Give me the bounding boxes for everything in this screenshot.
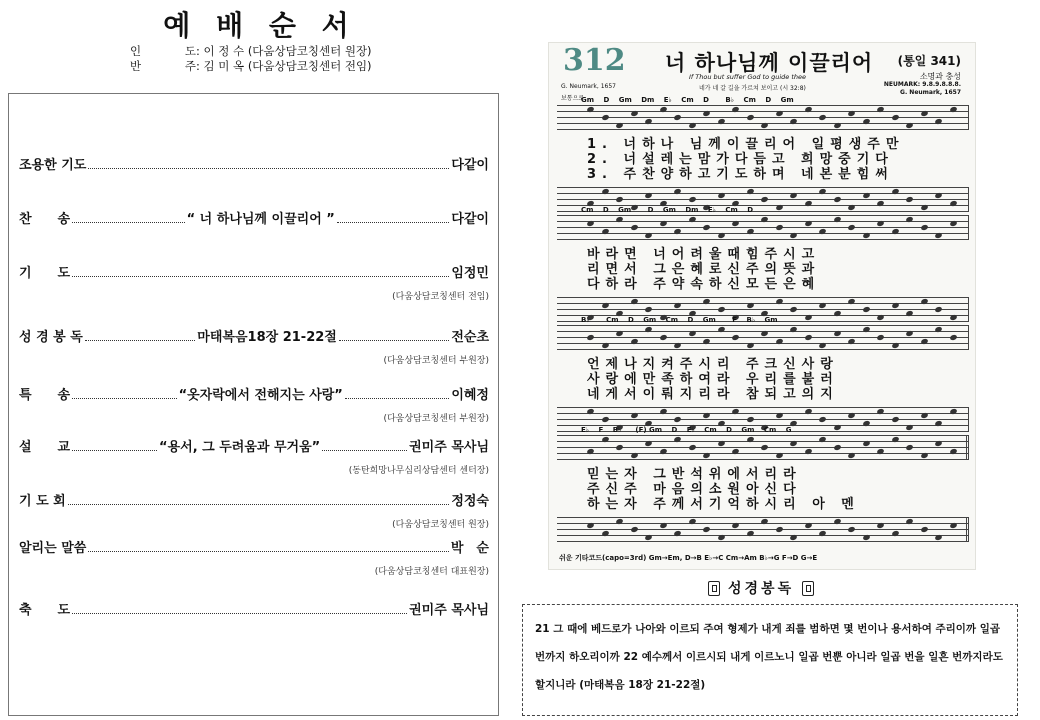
music-note bbox=[862, 440, 870, 447]
music-note bbox=[644, 534, 652, 541]
order-of-worship-box bbox=[8, 93, 499, 716]
bible-icon bbox=[802, 581, 814, 596]
treble-staff bbox=[557, 325, 969, 349]
officer-role-char: 주 bbox=[184, 59, 196, 73]
leader-dots bbox=[339, 340, 449, 341]
music-note bbox=[702, 110, 710, 117]
music-note bbox=[905, 424, 913, 431]
music-note bbox=[644, 440, 652, 447]
order-item-person: 정정숙 bbox=[451, 494, 489, 509]
lyric-line: 주신주 마음의소원아신다 bbox=[587, 482, 802, 497]
lyric-line: 네게서이뤄지리라 참되고의지 bbox=[587, 387, 839, 402]
music-note bbox=[717, 440, 725, 447]
music-note bbox=[862, 192, 870, 199]
music-note bbox=[717, 192, 725, 199]
scripture-heading-text: 성경봉독 bbox=[728, 581, 795, 597]
music-note bbox=[659, 334, 667, 341]
music-note bbox=[847, 452, 855, 459]
music-note bbox=[833, 330, 841, 337]
music-note bbox=[876, 220, 884, 227]
order-item-label: 축 도 bbox=[19, 603, 71, 618]
order-item-person: 전순초 bbox=[451, 330, 490, 345]
order-item-detail: “용서, 그 두려움과 무거움” bbox=[159, 440, 321, 455]
music-note bbox=[775, 526, 783, 533]
music-note bbox=[891, 302, 899, 309]
music-note bbox=[644, 306, 652, 313]
order-item-label: 찬 송 bbox=[19, 212, 71, 227]
music-note bbox=[586, 522, 594, 529]
leader-dots bbox=[88, 551, 449, 552]
music-note bbox=[905, 196, 913, 203]
order-item-person: 다같이 bbox=[451, 158, 489, 173]
music-note bbox=[717, 534, 725, 541]
music-note bbox=[920, 412, 928, 419]
music-note bbox=[847, 110, 855, 117]
music-note bbox=[746, 416, 754, 423]
music-note bbox=[789, 534, 797, 541]
music-note bbox=[862, 232, 870, 239]
chord-symbols: Cm D Gm D Gm Dm E♭ Cm D bbox=[581, 206, 754, 214]
music-note bbox=[731, 522, 739, 529]
lyric-line: 언제나지켜주시리 주크신사랑 bbox=[587, 357, 839, 372]
music-note bbox=[789, 192, 797, 199]
music-note bbox=[920, 452, 928, 459]
music-note bbox=[760, 330, 768, 337]
music-note bbox=[949, 314, 957, 321]
order-item bbox=[19, 326, 489, 366]
order-item bbox=[19, 537, 489, 577]
hymn-number: 312 bbox=[563, 43, 626, 78]
treble-staff bbox=[557, 435, 969, 459]
music-note bbox=[934, 534, 942, 541]
music-note bbox=[847, 412, 855, 419]
order-item-label: 성 경 봉 독 bbox=[19, 330, 83, 345]
music-note bbox=[949, 334, 957, 341]
order-item-affiliation: (다움상담코칭센터 대표원장) bbox=[374, 567, 489, 577]
order-item bbox=[19, 208, 489, 227]
lyric-line: 리면서 그은혜로신주의뜻과 bbox=[587, 262, 821, 277]
leader-dots bbox=[85, 340, 195, 341]
order-item bbox=[19, 154, 489, 173]
leader-dots bbox=[72, 398, 176, 399]
lyric-line: 1. 너하나 님께이끌리어 일평생주만 bbox=[587, 137, 905, 152]
music-note bbox=[775, 412, 783, 419]
music-note bbox=[847, 224, 855, 231]
scripture-text-box bbox=[522, 604, 1018, 716]
leader-dots bbox=[337, 222, 449, 223]
music-note bbox=[920, 224, 928, 231]
music-note bbox=[702, 526, 710, 533]
music-note bbox=[920, 110, 928, 117]
order-item-label: 설 교 bbox=[19, 440, 71, 455]
order-item-affiliation: (다움상담코칭센터 전임) bbox=[392, 292, 489, 302]
music-note bbox=[615, 330, 623, 337]
order-item-affiliation: (다움상담코칭센터 부원장) bbox=[383, 414, 489, 424]
officer-row-accompanist bbox=[130, 59, 372, 74]
chord-symbols: B♭ Cm D Gm Cm D Gm F B♭ Gm bbox=[581, 316, 778, 324]
order-item-person: 박 순 bbox=[450, 541, 489, 556]
music-note bbox=[775, 204, 783, 211]
music-note bbox=[789, 232, 797, 239]
hymn-meter bbox=[884, 81, 961, 97]
music-note bbox=[601, 416, 609, 423]
music-note bbox=[601, 342, 609, 349]
music-note bbox=[833, 122, 841, 129]
music-system bbox=[557, 426, 969, 541]
lyric-line: 2. 너설레는맘가다듬고 희망중기다 bbox=[587, 152, 894, 167]
leader-dots bbox=[88, 168, 449, 169]
music-system bbox=[557, 316, 969, 431]
music-note bbox=[934, 192, 942, 199]
officer-role-char: 인 bbox=[130, 44, 142, 58]
officer-role bbox=[130, 44, 196, 59]
hymn-tempo: 보통으로 bbox=[561, 95, 585, 102]
music-note bbox=[717, 306, 725, 313]
music-note bbox=[644, 232, 652, 239]
music-note bbox=[891, 416, 899, 423]
order-item-affiliation: (동탄희망나무심리상담센터 센터장) bbox=[348, 466, 489, 476]
music-note bbox=[920, 526, 928, 533]
music-note bbox=[586, 334, 594, 341]
music-system bbox=[557, 206, 969, 321]
hymn-composer-right: G. Neumark, 1657 bbox=[900, 89, 961, 96]
officer-row-leader bbox=[130, 44, 372, 59]
music-note bbox=[644, 192, 652, 199]
music-note bbox=[702, 452, 710, 459]
music-note bbox=[702, 412, 710, 419]
music-note bbox=[702, 224, 710, 231]
officer-value: : 이 정 수 (다움상담코칭센터 원장) bbox=[196, 44, 372, 58]
order-item bbox=[19, 384, 489, 424]
hymn-theme: 소명과 충성 bbox=[919, 72, 961, 81]
music-note bbox=[688, 444, 696, 451]
music-note bbox=[688, 330, 696, 337]
lyric-line: 사랑에만족하여라 우리를불러 bbox=[587, 372, 839, 387]
music-note bbox=[601, 114, 609, 121]
music-note bbox=[615, 122, 623, 129]
music-note bbox=[746, 302, 754, 309]
order-item-person: 다같이 bbox=[451, 212, 489, 227]
order-item bbox=[19, 262, 489, 302]
hymn-lyrics bbox=[587, 357, 963, 402]
music-note bbox=[847, 204, 855, 211]
music-note bbox=[876, 334, 884, 341]
music-note bbox=[659, 220, 667, 227]
bulletin-title: 예 배 순 서 bbox=[163, 9, 357, 42]
leader-dots bbox=[72, 222, 184, 223]
order-item-label: 기 도 회 bbox=[19, 494, 66, 509]
order-item bbox=[19, 436, 489, 476]
leader-dots bbox=[72, 613, 407, 614]
music-note bbox=[717, 232, 725, 239]
music-note bbox=[630, 526, 638, 533]
lyric-line: 바라면 너어려울때힘주시고 bbox=[587, 247, 821, 262]
lyric-line: 믿는자 그반석위에서리라 bbox=[587, 467, 802, 482]
music-note bbox=[760, 444, 768, 451]
order-item-person: 이혜정 bbox=[451, 388, 489, 403]
chord-symbols: Gm D Gm Dm E♭ Cm D B♭ Cm D Gm bbox=[581, 96, 794, 104]
hymn-sheet bbox=[548, 42, 976, 570]
music-note bbox=[804, 334, 812, 341]
music-note bbox=[775, 224, 783, 231]
music-note bbox=[630, 452, 638, 459]
music-note bbox=[847, 526, 855, 533]
hymn-alt-number: (통일 341) bbox=[897, 54, 961, 68]
officer-value: : 김 미 옥 (다움상담코칭센터 전임) bbox=[196, 59, 372, 73]
hymn-verse-ref: 네가 네 갈 길을 가르쳐 보이고 (시 32:8) bbox=[699, 85, 806, 92]
music-note bbox=[601, 302, 609, 309]
hymn-lyrics bbox=[587, 247, 963, 292]
music-note bbox=[586, 220, 594, 227]
bass-staff bbox=[557, 517, 969, 541]
music-note bbox=[688, 196, 696, 203]
music-note bbox=[789, 306, 797, 313]
music-note bbox=[659, 522, 667, 529]
music-note bbox=[630, 224, 638, 231]
music-note bbox=[876, 314, 884, 321]
music-note bbox=[746, 342, 754, 349]
scripture-text: 21 그 때에 베드로가 나아와 이르되 주여 형제가 내게 죄를 범하면 몇 번이나 용서하여 주리이까 일곱 번까지 하오리이까 22 예수께서 이르시되 내게 이르노니 일곱 번뿐 아니라 일곱 번을 일흔 번까지라도 할지니라 (마태복음 18장 21-22절) bbox=[535, 623, 1003, 691]
hymn-meter-text: NEUMARK: 9.8.9.8.8.8. bbox=[883, 81, 961, 88]
music-note bbox=[789, 440, 797, 447]
music-note bbox=[949, 522, 957, 529]
lyric-line: 3. 주찬양하고기도하며 네본분힘써 bbox=[587, 167, 894, 182]
order-item-affiliation: (다움상담코칭센터 부원장) bbox=[383, 356, 489, 366]
order-item-label: 특 송 bbox=[19, 388, 71, 403]
music-note bbox=[673, 302, 681, 309]
music-note bbox=[833, 424, 841, 431]
music-note bbox=[920, 204, 928, 211]
music-note bbox=[673, 416, 681, 423]
music-note bbox=[673, 342, 681, 349]
music-note bbox=[615, 196, 623, 203]
music-note bbox=[673, 114, 681, 121]
order-item-detail: “ 너 하나님께 이끌리어 ” bbox=[186, 212, 335, 227]
music-note bbox=[905, 444, 913, 451]
leader-dots bbox=[345, 398, 449, 399]
order-item-person: 임정민 bbox=[451, 266, 489, 281]
hymn-lyrics bbox=[587, 467, 963, 512]
music-note bbox=[804, 522, 812, 529]
leader-dots bbox=[72, 276, 449, 277]
officer-role-char: 반 bbox=[130, 59, 142, 73]
leader-dots bbox=[68, 504, 450, 505]
music-note bbox=[818, 416, 826, 423]
music-note bbox=[804, 314, 812, 321]
music-note bbox=[876, 522, 884, 529]
order-item bbox=[19, 490, 489, 530]
music-note bbox=[760, 196, 768, 203]
music-note bbox=[746, 114, 754, 121]
officers-list bbox=[130, 44, 372, 74]
music-note bbox=[891, 114, 899, 121]
music-note bbox=[731, 220, 739, 227]
hymn-english-title: If Thou but suffer God to guide thee bbox=[689, 73, 807, 81]
order-item-person: 권미주 목사님 bbox=[409, 440, 489, 455]
officer-role bbox=[130, 59, 196, 74]
scripture-reading-heading bbox=[708, 578, 814, 598]
music-note bbox=[818, 342, 826, 349]
music-note bbox=[818, 302, 826, 309]
order-item-label: 기 도 bbox=[19, 266, 71, 281]
music-note bbox=[818, 114, 826, 121]
music-note bbox=[862, 534, 870, 541]
chord-symbols: E♭ F B♭ (F) Gm D E♭ Cm D Gm Cm G bbox=[581, 426, 792, 434]
music-note bbox=[731, 334, 739, 341]
music-note bbox=[862, 306, 870, 313]
order-item-detail: “옷자락에서 전해지는 사랑” bbox=[178, 388, 343, 403]
hymn-lyrics bbox=[587, 137, 963, 182]
music-note bbox=[630, 412, 638, 419]
order-item-detail: 마태복음18장 21-22절 bbox=[197, 330, 337, 345]
order-item-label: 조용한 기도 bbox=[19, 158, 87, 173]
treble-staff bbox=[557, 105, 969, 129]
hymn-title: 너 하나님께 이끌리어 bbox=[665, 51, 874, 75]
bible-icon bbox=[708, 581, 720, 596]
lyric-line: 다하라 주약속하신모든은혜 bbox=[587, 277, 821, 292]
music-note bbox=[775, 110, 783, 117]
music-note bbox=[833, 196, 841, 203]
music-note bbox=[775, 452, 783, 459]
music-note bbox=[934, 440, 942, 447]
order-item bbox=[19, 599, 489, 618]
music-note bbox=[833, 444, 841, 451]
music-note bbox=[630, 110, 638, 117]
music-note bbox=[905, 122, 913, 129]
treble-staff bbox=[557, 215, 969, 239]
leader-dots bbox=[72, 450, 157, 451]
music-note bbox=[760, 122, 768, 129]
officer-role-char: 도 bbox=[184, 44, 196, 58]
hymn-composer: G. Neumark, 1657 bbox=[561, 83, 616, 90]
music-note bbox=[934, 306, 942, 313]
order-item-label: 알리는 말씀 bbox=[19, 541, 87, 556]
music-note bbox=[615, 444, 623, 451]
music-note bbox=[688, 122, 696, 129]
leader-dots bbox=[322, 450, 407, 451]
guitar-chord-note: 쉬운 기타코드(capo=3rd) Gm→Em, D→B E♭→C Cm→Am B♭→G F→D G→E bbox=[559, 554, 818, 562]
music-note bbox=[905, 330, 913, 337]
order-item-affiliation: (다움상담코칭센터 원장) bbox=[392, 520, 489, 530]
music-note bbox=[804, 220, 812, 227]
music-note bbox=[891, 342, 899, 349]
order-item-person: 권미주 목사님 bbox=[409, 603, 489, 618]
music-note bbox=[949, 220, 957, 227]
lyric-line: 하는자 주께서기억하시리 아 멘 bbox=[587, 497, 860, 512]
music-note bbox=[934, 232, 942, 239]
